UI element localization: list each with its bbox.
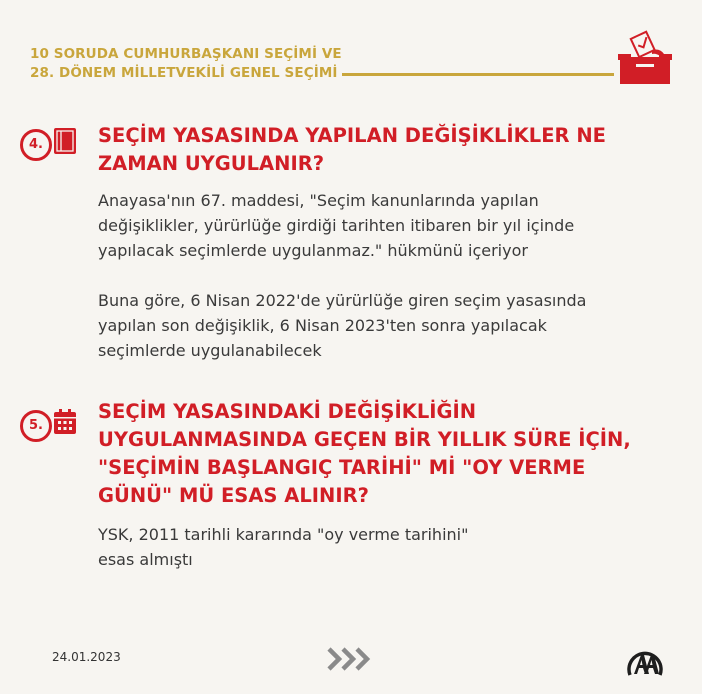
header-title-line1: 10 SORUDA CUMHURBAŞKANI SEÇİMİ VE xyxy=(30,46,342,62)
section-5-number-badge: 5. xyxy=(20,410,52,442)
section-4-answer-p1-line2: değişiklikler, yürürlüğe girdiği tarihten itibaren bir yıl içinde xyxy=(98,216,575,235)
publish-date: 24.01.2023 xyxy=(52,650,121,664)
section-4-question xyxy=(98,122,658,178)
section-5-question-line1: SEÇİM YASASINDAKİ DEĞİŞİKLİĞİN xyxy=(98,400,477,423)
section-4-answer xyxy=(98,188,658,363)
calendar-icon xyxy=(52,408,78,436)
triple-chevron-icon xyxy=(326,645,374,673)
section-4-answer-p2-line2: yapılan son değişiklik, 6 Nisan 2023'ten sonra yapılacak xyxy=(98,316,547,335)
ballot-box-icon xyxy=(616,30,674,88)
header-title-line2: 28. DÖNEM MİLLETVEKİLİ GENEL SEÇİMİ xyxy=(30,65,338,81)
section-4-number-badge: 4. xyxy=(20,129,52,161)
section-5-answer xyxy=(98,522,658,572)
section-4-question-line2: ZAMAN UYGULANIR? xyxy=(98,152,325,175)
section-4-answer-p1-line1: Anayasa'nın 67. maddesi, "Seçim kanunlarında yapılan xyxy=(98,191,539,210)
book-icon xyxy=(52,127,78,155)
header-divider xyxy=(342,73,614,76)
section-4-question-line1: SEÇİM YASASINDA YAPILAN DEĞİŞİKLİKLER NE xyxy=(98,124,606,147)
section-5-question-line2: UYGULANMASINDA GEÇEN BİR YILLIK SÜRE İÇİN, xyxy=(98,428,631,451)
section-5-answer-line1: YSK, 2011 tarihli kararında "oy verme tarihini" xyxy=(98,525,469,544)
section-5-question-line3: "SEÇİMİN BAŞLANGIÇ TARİHİ" Mİ "OY VERME xyxy=(98,456,586,479)
section-4-answer-p2-line1: Buna göre, 6 Nisan 2022'de yürürlüğe giren seçim yasasında xyxy=(98,291,587,310)
section-5-question-line4: GÜNÜ" MÜ ESAS ALINIR? xyxy=(98,484,369,507)
section-5-answer-line2: esas almıştı xyxy=(98,550,193,569)
section-4-answer-p2-line3: seçimlerde uygulanabilecek xyxy=(98,341,322,360)
aa-logo xyxy=(624,642,666,678)
header-title xyxy=(30,45,342,83)
section-4-answer-p1-line3: yapılacak seçimlerde uygulanmaz." hükmünü içeriyor xyxy=(98,241,528,260)
section-5-question xyxy=(98,398,658,510)
